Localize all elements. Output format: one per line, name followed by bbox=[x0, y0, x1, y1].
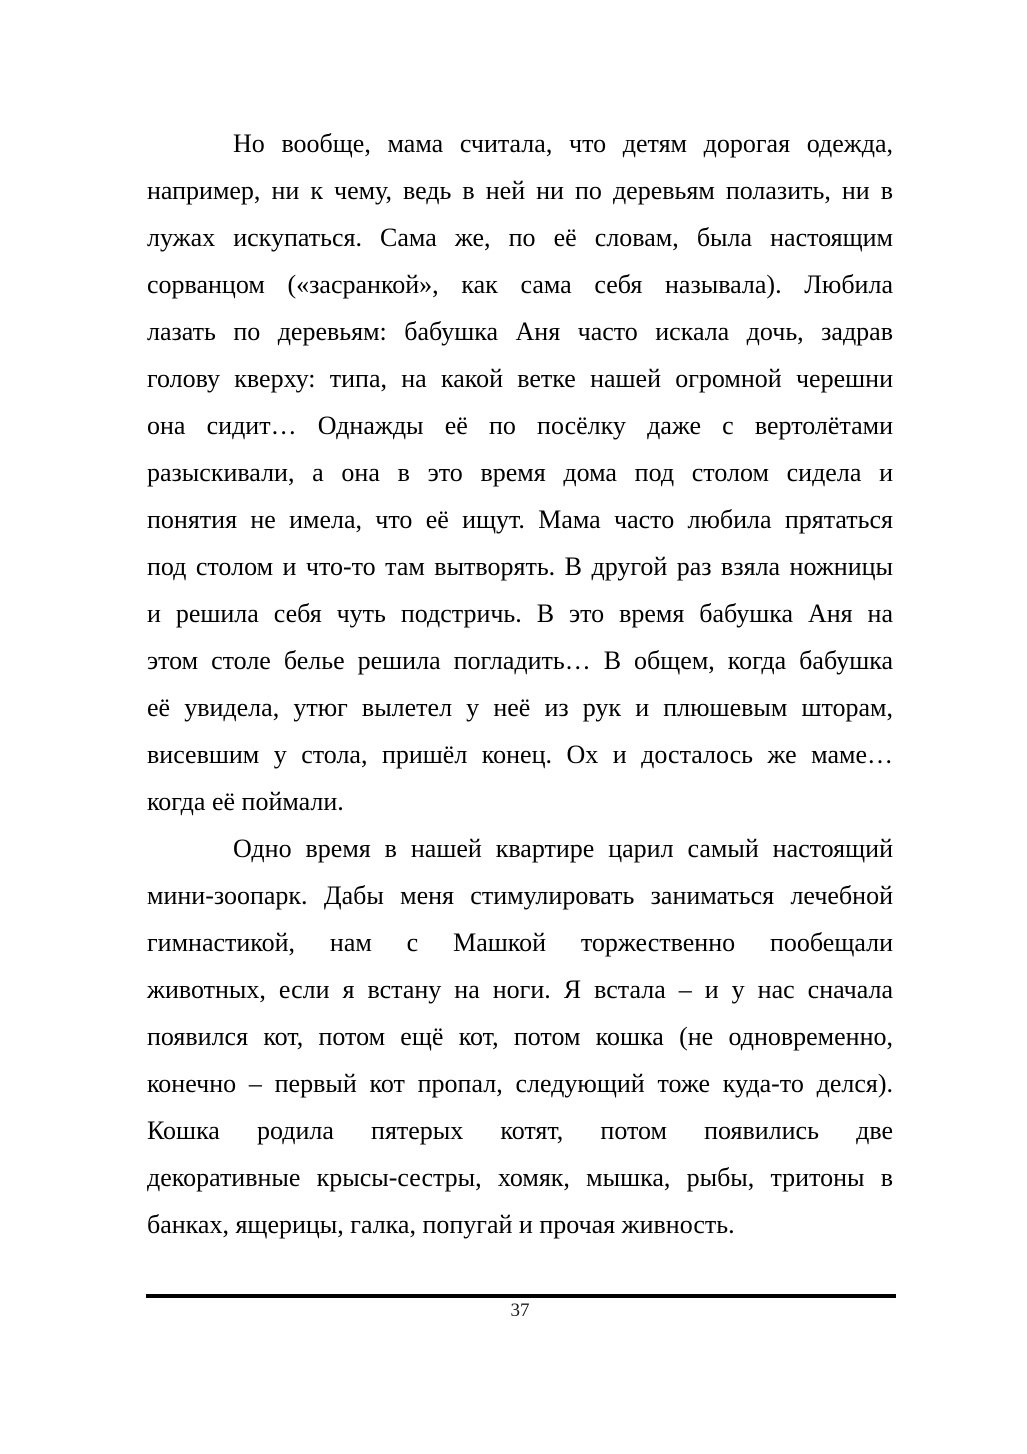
text-line: животных, если я встану на ноги. Я встала – и у нас сначала bbox=[147, 975, 893, 1004]
text-line: гимнастикой, нам с Машкой торжественно пообещали bbox=[147, 928, 893, 957]
text-line: Но вообще, мама считала, что детям дорогая одежда, bbox=[233, 129, 893, 158]
text-line: например, ни к чему, ведь в ней ни по деревьям полазить, ни в bbox=[147, 176, 893, 205]
text-body bbox=[147, 120, 893, 1248]
text-line: Одно время в нашей квартире царил самый настоящий bbox=[233, 834, 893, 863]
text-line: понятия не имела, что её ищут. Мама часто любила прятаться bbox=[147, 505, 893, 534]
text-line: висевшим у стола, пришёл конец. Ох и досталось же маме… bbox=[147, 740, 893, 769]
paragraph-2 bbox=[147, 825, 893, 1248]
text-line: разыскивали, а она в это время дома под столом сидела и bbox=[147, 458, 893, 487]
text-line: конечно – первый кот пропал, следующий тоже куда-то делся). bbox=[147, 1069, 893, 1098]
text-line: голову кверху: типа, на какой ветке нашей огромной черешни bbox=[147, 364, 893, 393]
text-line: когда её поймали. bbox=[147, 787, 344, 816]
text-line: сорванцом («засранкой», как сама себя называла). Любила bbox=[147, 270, 893, 299]
text-line: под столом и что-то там вытворять. В другой раз взяла ножницы bbox=[147, 552, 893, 581]
footer-rule bbox=[146, 1294, 896, 1298]
text-line: появился кот, потом ещё кот, потом кошка (не одновременно, bbox=[147, 1022, 893, 1051]
text-line: Кошка родила пятерых котят, потом появились две bbox=[147, 1116, 893, 1145]
text-line: лазать по деревьям: бабушка Аня часто искала дочь, задрав bbox=[147, 317, 893, 346]
text-line: её увидела, утюг вылетел у неё из рук и плюшевым шторам, bbox=[147, 693, 893, 722]
text-line: декоративные крысы-сестры, хомяк, мышка, рыбы, тритоны в bbox=[147, 1163, 893, 1192]
text-line: и решила себя чуть подстричь. В это время бабушка Аня на bbox=[147, 599, 893, 628]
page-number: 37 bbox=[510, 1300, 530, 1321]
text-line: мини-зоопарк. Дабы меня стимулировать заниматься лечебной bbox=[147, 881, 893, 910]
paragraph-1 bbox=[147, 120, 893, 825]
text-line: банках, ящерицы, галка, попугай и прочая живность. bbox=[147, 1210, 735, 1239]
text-line: она сидит… Однажды её по посёлку даже с вертолётами bbox=[147, 411, 893, 440]
text-line: лужах искупаться. Сама же, по её словам, была настоящим bbox=[147, 223, 893, 252]
text-line: этом столе белье решила погладить… В общем, когда бабушка bbox=[147, 646, 893, 675]
